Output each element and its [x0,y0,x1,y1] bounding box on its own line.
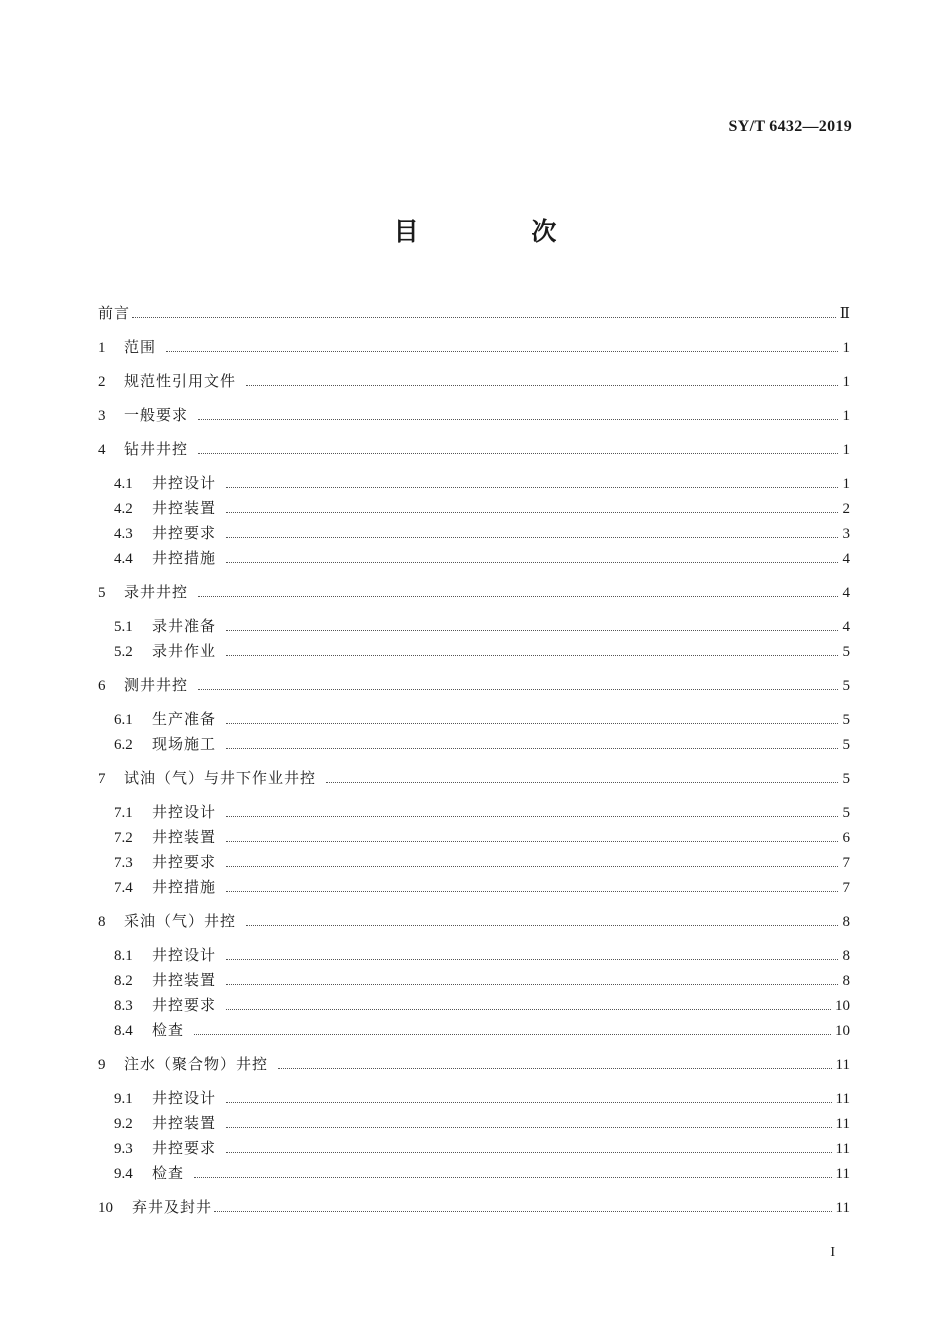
toc-page: 5 [842,678,850,694]
toc-leader-dots [226,629,838,631]
toc-number: 4.2 [114,501,133,517]
toc-subentry[interactable] [98,1137,850,1162]
toc-subentry[interactable] [98,615,850,640]
toc-number: 7.3 [114,855,133,871]
toc-leader-dots [198,595,838,597]
toc-number: 1 [98,340,106,356]
toc-number: 6.2 [114,737,133,753]
toc-number: 9.1 [114,1091,133,1107]
toc-number: 7.4 [114,880,133,896]
toc-page: 1 [842,442,850,458]
toc-subentry[interactable] [98,876,850,901]
toc-label: 前言 [98,304,131,322]
toc-label: 现场施工 [152,735,217,753]
toc-label: 检查 [152,1164,185,1182]
toc-number: 9 [98,1057,106,1073]
toc-page: 5 [842,771,850,787]
toc-subentry[interactable] [98,851,850,876]
toc-label: 采油（气）井控 [124,912,237,930]
toc-leader-dots [226,865,838,867]
toc-page: 3 [842,526,850,542]
toc-label: 弃井及封井 [132,1198,213,1216]
toc-subentry[interactable] [98,969,850,994]
toc-page: 5 [842,712,850,728]
toc-leader-dots [226,890,838,892]
toc-entry[interactable] [98,1196,850,1221]
toc-page: 8 [842,973,850,989]
toc-number: 8.3 [114,998,133,1014]
toc-page: 7 [842,855,850,871]
toc-number: 8.4 [114,1023,133,1039]
toc-entry[interactable] [98,910,850,935]
toc-subentry[interactable] [98,547,850,572]
toc-subentry[interactable] [98,1087,850,1112]
toc-page: 1 [842,408,850,424]
toc-leader-dots [226,486,838,488]
toc-page: 5 [842,805,850,821]
toc-label: 录井井控 [124,583,189,601]
toc-number: 8 [98,914,106,930]
toc-page: 11 [835,1200,850,1216]
toc-label: 范围 [124,338,157,356]
table-of-contents [98,302,850,1221]
toc-page: 10 [835,1023,850,1039]
toc-label: 注水（聚合物）井控 [124,1055,269,1073]
toc-subentry[interactable] [98,826,850,851]
toc-entry[interactable] [98,336,850,361]
toc-subentry[interactable] [98,1162,850,1187]
toc-number: 9.3 [114,1141,133,1157]
toc-leader-dots [226,840,838,842]
toc-leader-dots [246,924,838,926]
toc-leader-dots [226,722,838,724]
toc-page: 2 [842,501,850,517]
toc-number: 5.2 [114,644,133,660]
toc-label: 井控要求 [152,1139,217,1157]
toc-entry[interactable] [98,674,850,699]
toc-number: 7.1 [114,805,133,821]
toc-page: 11 [835,1166,850,1182]
toc-label: 测井井控 [124,676,189,694]
standard-code: SY/T 6432—2019 [728,118,852,135]
toc-label: 井控设计 [152,1089,217,1107]
toc-page: 8 [842,948,850,964]
toc-page: 1 [842,476,850,492]
toc-page: 11 [835,1091,850,1107]
toc-leader-dots [226,815,838,817]
toc-leader-dots [198,418,838,420]
toc-label: 录井作业 [152,642,217,660]
page-title: 目 次 [393,217,609,246]
toc-page: 4 [842,585,850,601]
toc-leader-dots [226,1151,832,1153]
toc-label: 井控设计 [152,803,217,821]
toc-number: 3 [98,408,106,424]
toc-leader-dots [226,511,838,513]
toc-page: 5 [842,737,850,753]
toc-entry[interactable] [98,767,850,792]
toc-leader-dots [198,452,838,454]
toc-page: 1 [842,340,850,356]
toc-number: 8.2 [114,973,133,989]
toc-page: 11 [835,1116,850,1132]
toc-label: 井控措施 [152,549,217,567]
toc-number: 4.3 [114,526,133,542]
toc-label: 一般要求 [124,406,189,424]
toc-entry[interactable] [98,404,850,429]
toc-subentry[interactable] [98,801,850,826]
toc-label: 录井准备 [152,617,217,635]
toc-entry-foreword[interactable] [98,302,850,327]
toc-number: 4.4 [114,551,133,567]
toc-label: 试油（气）与井下作业井控 [124,769,317,787]
toc-leader-dots [194,1033,831,1035]
toc-number: 6 [98,678,106,694]
toc-label: 井控装置 [152,828,217,846]
toc-label: 井控装置 [152,1114,217,1132]
toc-leader-dots [226,747,838,749]
toc-subentry[interactable] [98,1019,850,1044]
toc-leader-dots [226,958,838,960]
toc-label: 井控设计 [152,474,217,492]
toc-number: 7.2 [114,830,133,846]
toc-page: 10 [835,998,850,1014]
toc-label: 钻井井控 [124,440,189,458]
toc-number: 6.1 [114,712,133,728]
toc-leader-dots [226,561,838,563]
toc-subentry[interactable] [98,708,850,733]
toc-number: 4.1 [114,476,133,492]
toc-page: 6 [842,830,850,846]
toc-number: 9.2 [114,1116,133,1132]
toc-page: 4 [842,619,850,635]
toc-leader-dots [246,384,838,386]
toc-subentry[interactable] [98,522,850,547]
toc-label: 井控装置 [152,499,217,517]
toc-label: 井控装置 [152,971,217,989]
toc-leader-dots [278,1067,832,1069]
toc-number: 9.4 [114,1166,133,1182]
toc-label: 规范性引用文件 [124,372,237,390]
toc-leader-dots [226,1101,832,1103]
toc-label: 井控要求 [152,524,217,542]
toc-subentry[interactable] [98,733,850,758]
toc-subentry[interactable] [98,472,850,497]
toc-page: 8 [842,914,850,930]
toc-page: 1 [842,374,850,390]
toc-number: 2 [98,374,106,390]
toc-number: 5.1 [114,619,133,635]
toc-subentry[interactable] [98,994,850,1019]
toc-entry[interactable] [98,1053,850,1078]
toc-page: 4 [842,551,850,567]
toc-leader-dots [226,654,838,656]
toc-number: 10 [98,1200,113,1216]
toc-subentry[interactable] [98,944,850,969]
toc-leader-dots [198,688,838,690]
toc-subentry[interactable] [98,497,850,522]
toc-number: 4 [98,442,106,458]
toc-leader-dots [166,350,838,352]
toc-leader-dots [132,316,836,318]
toc-entry[interactable] [98,370,850,395]
toc-leader-dots [326,781,838,783]
toc-number: 8.1 [114,948,133,964]
toc-label: 井控要求 [152,853,217,871]
toc-entry[interactable] [98,438,850,463]
toc-number: 5 [98,585,106,601]
toc-label: 生产准备 [152,710,217,728]
toc-entry[interactable] [98,581,850,606]
toc-leader-dots [226,1126,832,1128]
toc-page: 5 [842,644,850,660]
page-number: I [830,1245,835,1260]
toc-page: Ⅱ [839,306,850,322]
toc-label: 井控设计 [152,946,217,964]
toc-label: 检查 [152,1021,185,1039]
toc-page: 7 [842,880,850,896]
toc-leader-dots [194,1176,832,1178]
toc-leader-dots [226,983,838,985]
toc-label: 井控要求 [152,996,217,1014]
toc-page: 11 [835,1141,850,1157]
toc-subentry[interactable] [98,640,850,665]
toc-leader-dots [214,1210,832,1212]
toc-number: 7 [98,771,106,787]
toc-subentry[interactable] [98,1112,850,1137]
toc-leader-dots [226,536,838,538]
toc-page: 11 [835,1057,850,1073]
toc-label: 井控措施 [152,878,217,896]
toc-leader-dots [226,1008,831,1010]
